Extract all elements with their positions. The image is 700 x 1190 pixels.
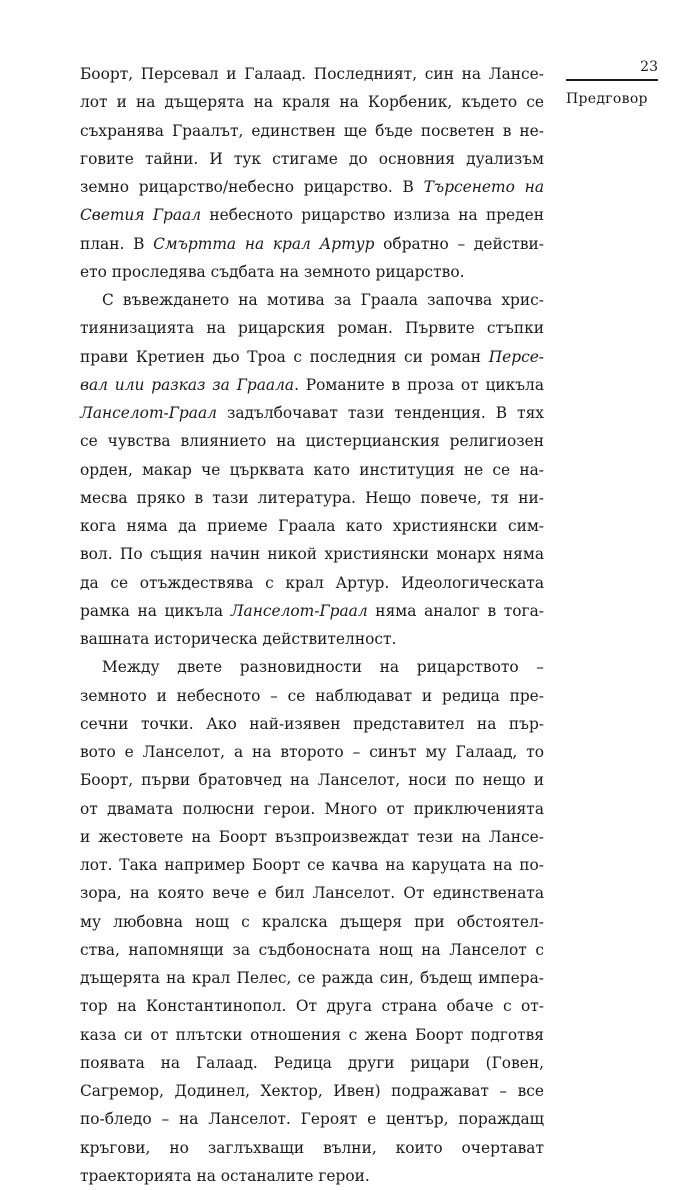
italic-title: Търсенето на — [423, 178, 544, 196]
text-segment: прави Кретиен дьо Троа с последния си роман — [80, 347, 489, 366]
text-line — [80, 597, 544, 625]
text-line — [80, 314, 544, 342]
text-line — [80, 879, 544, 907]
paragraph — [80, 286, 544, 653]
text-segment: появата на Галаад. Редица други рицари (Говен, — [80, 1053, 544, 1072]
text-line — [80, 88, 544, 116]
text-line — [80, 1162, 544, 1190]
text-segment: сечни точки. Ако най-изявен представител на пър- — [80, 714, 544, 733]
text-segment: от двамата полюсни герои. Много от приключенията — [80, 799, 544, 818]
text-segment: обратно – действи- — [374, 234, 544, 253]
text-line — [80, 145, 544, 173]
text-segment: план. В — [80, 234, 154, 253]
text-segment: земно рицарство/небесно рицарство. В — [80, 178, 424, 196]
text-segment: Между двете разновидности на рицарството – — [102, 658, 544, 677]
text-segment: кога няма да приеме Граала като християнски сим- — [80, 517, 544, 535]
text-segment: Боорт, първи братовчед на Ланселот, носи по нещо и — [80, 771, 544, 790]
text-segment: месва пряко в тази литература. Нещо повече, тя ни- — [80, 488, 544, 507]
paragraph — [80, 60, 544, 286]
text-line — [80, 908, 544, 936]
text-line — [80, 851, 544, 879]
italic-title: Ланселот-Граал — [80, 404, 217, 422]
text-segment: рамка на цикъла — [80, 601, 231, 620]
text-segment: лот. Така например Боорт се качва на каруцата на по- — [80, 856, 544, 874]
body-text — [80, 60, 544, 1190]
text-segment: Боорт, Персевал и Галаад. Последният, син на Лансе- — [80, 65, 544, 83]
text-segment: да се отъждествява с крал Артур. Идеологическата — [80, 573, 544, 592]
text-segment: каза си от плътски отношения с жена Боорт подготвя — [80, 1025, 544, 1044]
text-line — [80, 964, 544, 992]
text-segment: се чувства влиянието на цистерцианския религиозен — [80, 432, 544, 451]
text-segment: и жестовете на Боорт възпроизвеждат тези на Лансе- — [80, 827, 544, 846]
text-line — [80, 117, 544, 145]
text-segment: земното и небесното – се наблюдават и редица пре- — [80, 686, 544, 705]
text-line — [80, 992, 544, 1020]
text-line — [80, 682, 544, 710]
text-segment: му любовна нощ с кралска дъщеря при обстоятел- — [80, 912, 544, 931]
text-segment: С въвеждането на мотива за Граала започва хрис- — [102, 291, 544, 309]
text-line — [80, 230, 544, 258]
text-line — [80, 456, 544, 484]
text-segment: ства, напомнящи за съдбоносната нощ на Ланселот с — [80, 940, 544, 959]
text-segment: вол. По същия начин никой християнски монарх няма — [80, 545, 544, 564]
text-segment: по-бледо – на Ланселот. Героят е център, пораждащ — [80, 1110, 544, 1129]
text-line — [80, 399, 544, 427]
text-line — [80, 738, 544, 766]
text-segment: няма аналог в тога- — [367, 601, 544, 620]
text-segment: лот и на дъщерята на краля на Корбеник, където се — [80, 93, 544, 112]
text-segment: кръгови, но заглъхващи вълни, които очертават — [80, 1138, 544, 1157]
text-line — [80, 484, 544, 512]
text-line — [80, 343, 544, 371]
text-line — [80, 512, 544, 540]
text-segment: вашната историческа действителност. — [80, 630, 397, 648]
text-line — [80, 766, 544, 794]
text-line — [80, 710, 544, 738]
text-line — [80, 823, 544, 851]
text-line — [80, 936, 544, 964]
text-line — [80, 427, 544, 455]
text-line — [80, 1105, 544, 1133]
text-line — [80, 540, 544, 568]
text-segment: небесното рицарство излиза на преден — [201, 206, 544, 225]
text-segment: тор на Константинопол. От друга страна обаче с от- — [80, 997, 544, 1016]
text-line — [80, 371, 544, 399]
text-line — [80, 1077, 544, 1105]
text-segment: съхранява Граалът, единствен ще бъде посветен в не- — [80, 121, 544, 140]
text-line — [80, 1049, 544, 1077]
text-segment: . Романите в проза от цикъла — [294, 375, 544, 394]
text-line — [80, 653, 544, 681]
text-segment: задълбочават тази тенденция. В тях — [216, 404, 544, 422]
text-line — [80, 173, 544, 201]
italic-title: вал или разказ за Граала — [80, 375, 295, 394]
text-segment: тиянизацията на рицарския роман. Първите стъпки — [80, 319, 544, 338]
italic-title: Светия Граал — [80, 206, 202, 225]
text-segment: дъщерята на крал Пелес, се ражда син, бъдещ импера- — [80, 969, 544, 987]
text-segment: Сагремор, Додинел, Хектор, Ивен) подражават – все — [80, 1082, 544, 1100]
text-line — [80, 201, 544, 229]
text-line — [80, 1021, 544, 1049]
text-line — [80, 569, 544, 597]
page-number: 23 — [640, 59, 658, 75]
text-line — [80, 625, 544, 653]
text-segment: траекторията на останалите герои. — [80, 1166, 370, 1185]
text-segment: зора, на която вече е бил Ланселот. От единствената — [80, 884, 544, 903]
text-segment: говите тайни. И тук стигаме до основния дуализъм — [80, 149, 544, 168]
text-line — [80, 795, 544, 823]
text-segment: вото е Ланселот, а на второто – синът му Галаад, то — [80, 743, 544, 761]
header-rule — [566, 79, 658, 81]
text-line — [80, 286, 544, 314]
italic-title: Ланселот-Граал — [230, 601, 368, 620]
section-title: Предговор — [566, 91, 648, 107]
paragraph — [80, 653, 544, 1190]
text-line — [80, 258, 544, 286]
italic-title: Персе- — [488, 347, 544, 366]
italic-title: Смъртта на крал Артур — [153, 234, 375, 253]
text-segment: орден, макар че църквата като институция не се на- — [80, 460, 544, 479]
text-line — [80, 60, 544, 88]
running-head — [566, 58, 658, 107]
text-line — [80, 1134, 544, 1162]
text-segment: ето проследява съдбата на земното рицарство. — [80, 262, 465, 281]
